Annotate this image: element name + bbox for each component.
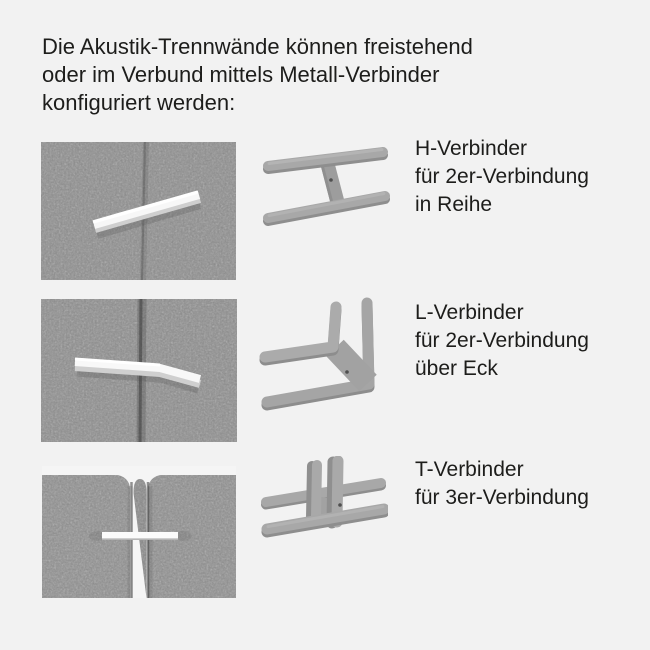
h-label-line-2: für 2er-Verbindung <box>415 165 589 188</box>
title-line-3: konfiguriert werden: <box>42 90 236 115</box>
l-label-line-1: L-Verbinder <box>415 301 524 324</box>
t-connector-icon <box>258 456 388 545</box>
h-connector-label <box>415 135 589 219</box>
felt-panels-row-photo <box>41 142 236 280</box>
h-connector-icon <box>262 140 390 237</box>
felt-panel-corner-photo <box>41 299 237 442</box>
l-connector-icon <box>256 296 386 431</box>
h-label-line-1: H-Verbinder <box>415 137 528 160</box>
t-connector-label <box>415 456 589 512</box>
l-connector-label <box>415 299 589 383</box>
title-line-2: oder im Verbund mittels Metall-Verbinder <box>42 62 440 87</box>
l-label-line-3: über Eck <box>415 357 498 380</box>
page-title <box>42 33 473 117</box>
l-label-line-2: für 2er-Verbindung <box>415 329 589 352</box>
t-label-line-2: für 3er-Verbindung <box>415 486 589 509</box>
t-label-line-1: T-Verbinder <box>415 458 524 481</box>
felt-panels-t-junction-photo <box>42 466 236 598</box>
title-line-1: Die Akustik-Trennwände können freistehend <box>42 34 473 59</box>
h-label-line-3: in Reihe <box>415 193 493 216</box>
